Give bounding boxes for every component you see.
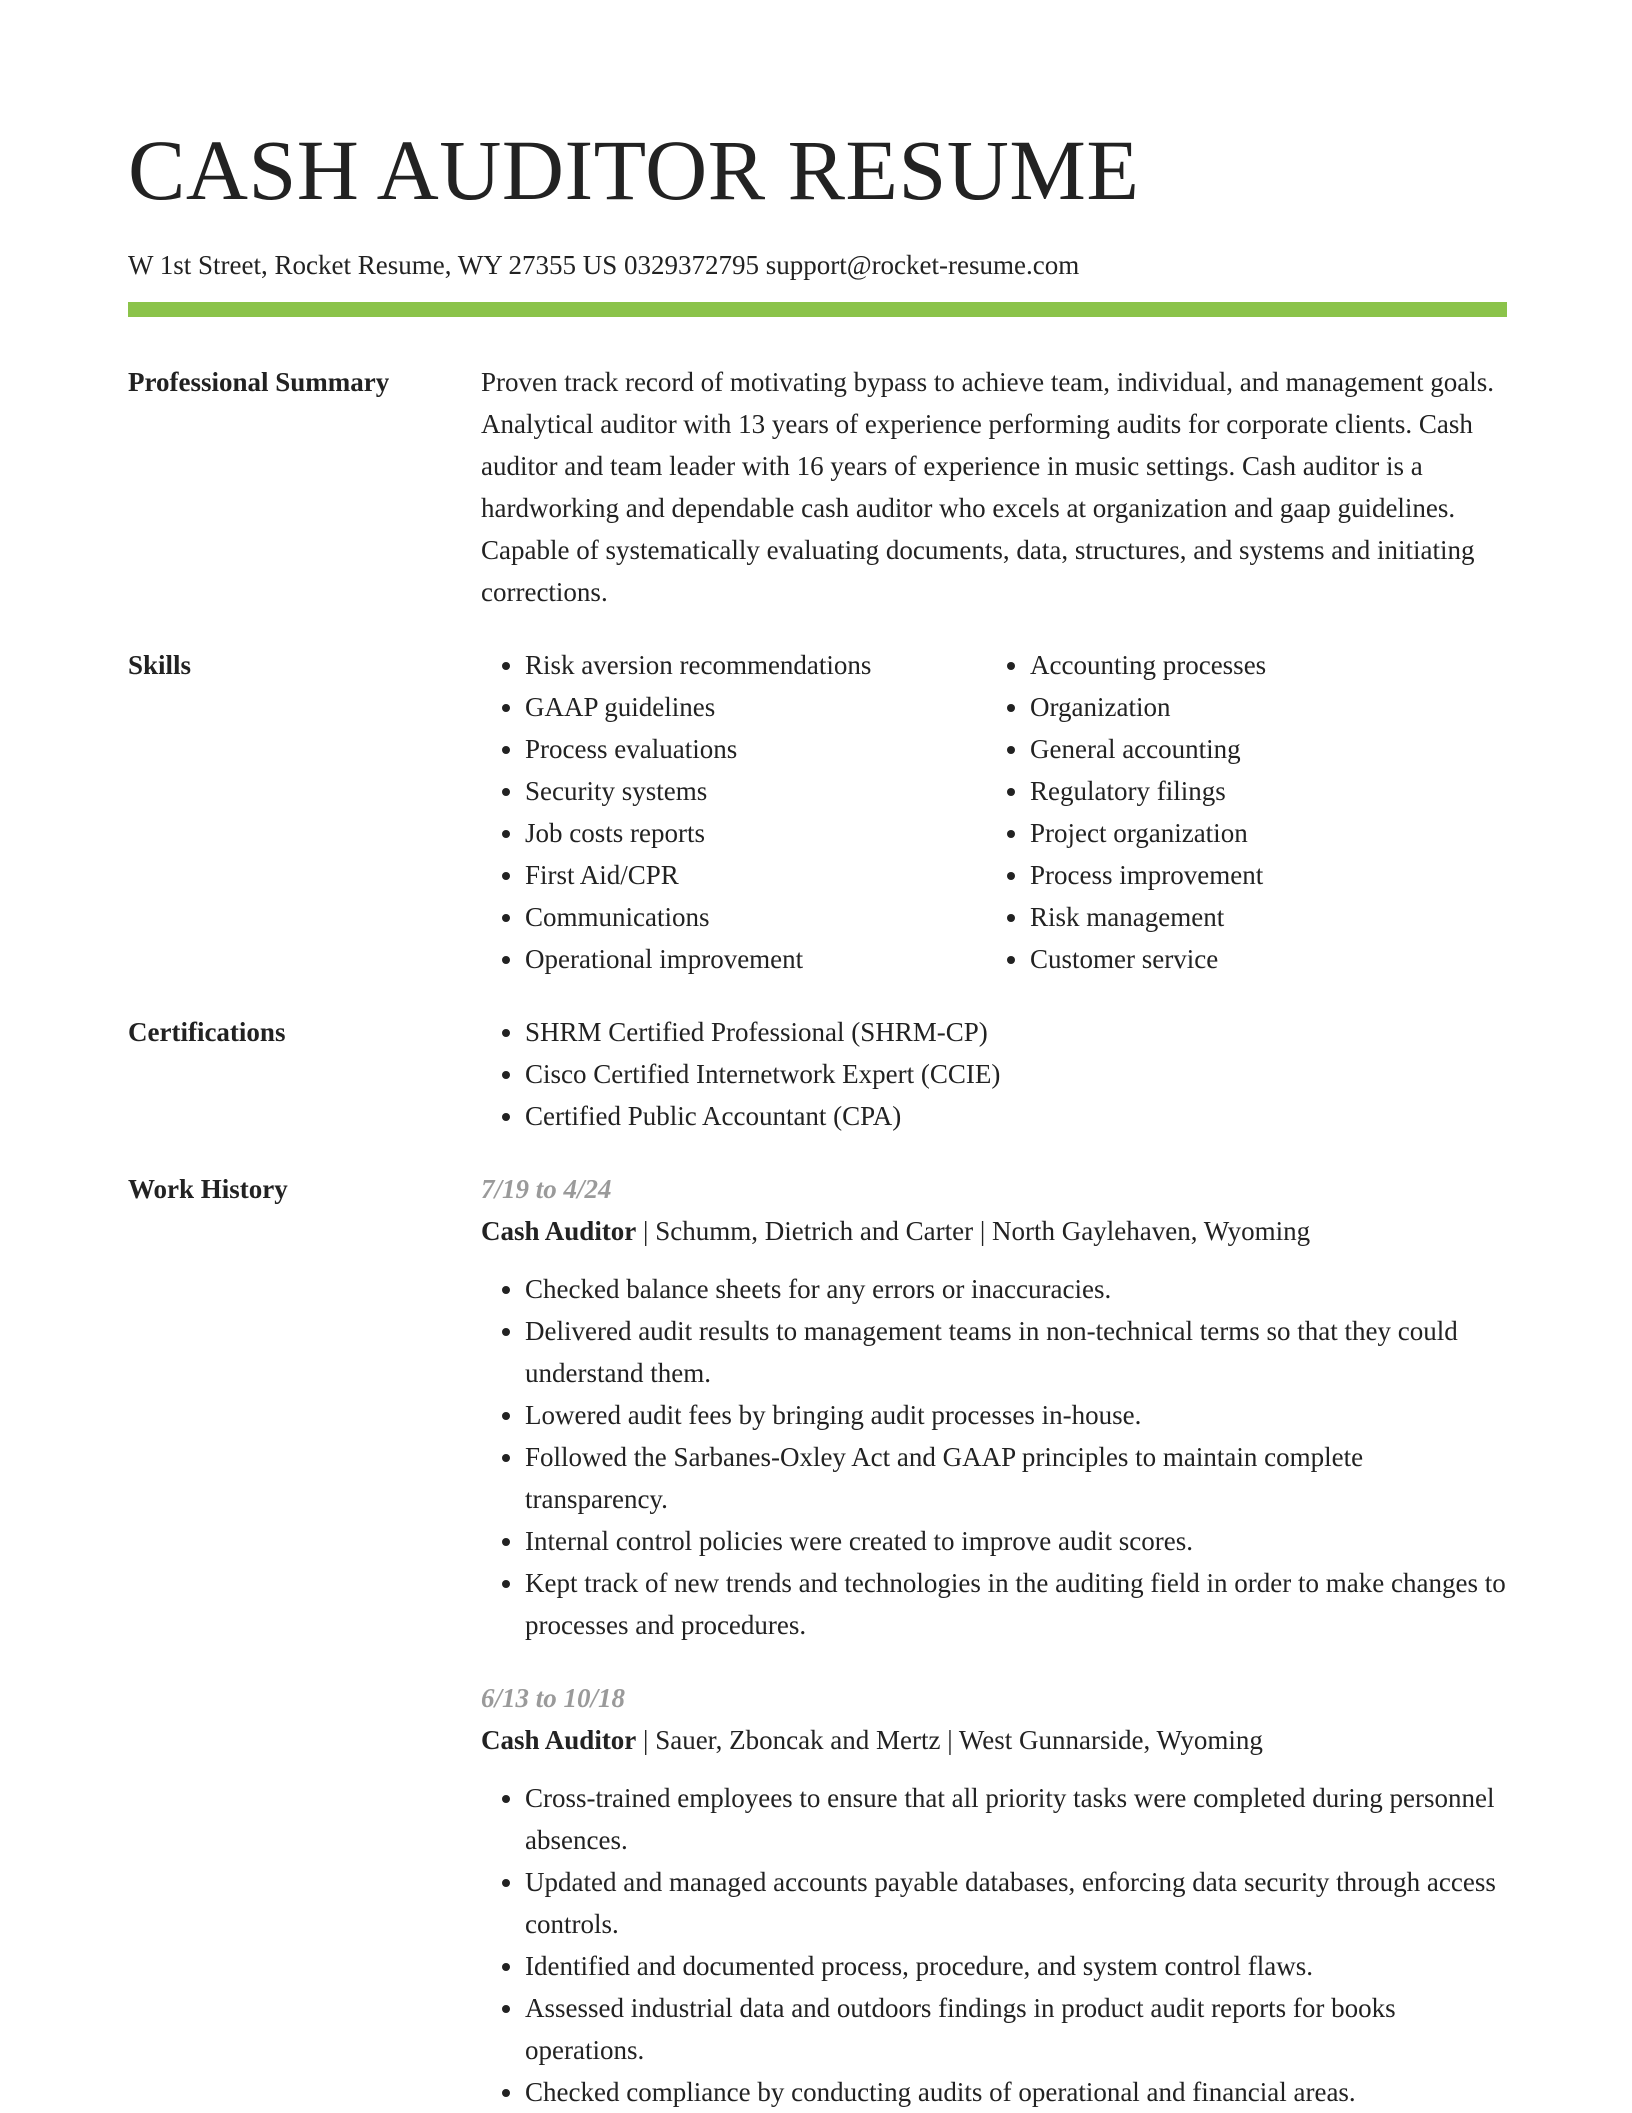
list-item: • Operational improvement [525, 938, 986, 980]
resume-title: CASH AUDITOR RESUME [128, 122, 1140, 218]
summary-body [481, 361, 1507, 613]
list-item: • Lowered audit fees by bringing audit processes in-house. [525, 1394, 1507, 1436]
skills-body [481, 644, 1507, 980]
certifications-section [128, 1011, 1507, 1137]
list-item: • Internal control policies were created to improve audit scores. [525, 1520, 1507, 1562]
skills-column-left [481, 644, 986, 980]
certifications-list [481, 1011, 1507, 1137]
accent-divider [128, 302, 1507, 317]
skills-list-left [481, 644, 986, 980]
skills-heading: Skills [128, 650, 192, 680]
job-title: Cash Auditor [481, 1216, 637, 1246]
list-item: • Regulatory filings [1030, 770, 1491, 812]
list-item: • General accounting [1030, 728, 1491, 770]
job-company-location: | Sauer, Zboncak and Mertz | West Gunnarside, Wyoming [636, 1725, 1263, 1755]
list-item: • Cisco Certified Internetwork Expert (CCIE) [525, 1053, 1507, 1095]
skills-section [128, 644, 1507, 980]
certifications-heading: Certifications [128, 1017, 286, 1047]
list-item: • Updated and managed accounts payable databases, enforcing data security through access controls. [525, 1861, 1507, 1945]
job-header [481, 1210, 1507, 1252]
summary-text: Proven track record of motivating bypass to achieve team, individual, and management goals. Analytical auditor with 13 years of experience performing audits for corporate clients. Cash auditor and team leader with 16 years of experience in music settings. Cash auditor is a hardworking and dependable cash auditor who excels at organization and gaap guidelines. Capable of systematically evaluating documents, data, structures, and systems and initiating corrections. [481, 367, 1494, 607]
list-item: • Cross-trained employees to ensure that all priority tasks were completed during personnel absences. [525, 1777, 1507, 1861]
job-bullets [481, 1268, 1507, 1646]
job-title: Cash Auditor [481, 1725, 637, 1755]
list-item: • Accounting processes [1030, 644, 1491, 686]
list-item: • Checked balance sheets for any errors or inaccuracies. [525, 1268, 1507, 1310]
summary-heading: Professional Summary [128, 367, 390, 397]
list-item: • Risk management [1030, 896, 1491, 938]
list-item: • Assessed industrial data and outdoors findings in product audit reports for books operations. [525, 1987, 1507, 2071]
list-item: • Organization [1030, 686, 1491, 728]
list-item: • SHRM Certified Professional (SHRM-CP) [525, 1011, 1507, 1053]
list-item: • Identified and documented process, procedure, and system control flaws. [525, 1945, 1507, 1987]
list-item: • Communications [525, 896, 986, 938]
list-item: • Process improvement [1030, 854, 1491, 896]
resume-page [128, 0, 1507, 2113]
list-item: • Delivered audit results to management teams in non-technical terms so that they could understand them. [525, 1310, 1507, 1394]
list-item: • Checked compliance by conducting audits of operational and financial areas. [525, 2071, 1507, 2113]
certifications-body [481, 1011, 1507, 1137]
list-item: • Customer service [1030, 938, 1491, 980]
job-dates: 7/19 to 4/24 [481, 1174, 612, 1204]
list-item: • Risk aversion recommendations [525, 644, 986, 686]
job-header [481, 1719, 1507, 1761]
list-item: • Process evaluations [525, 728, 986, 770]
job-dates: 6/13 to 10/18 [481, 1683, 626, 1713]
contact-line: W 1st Street, Rocket Resume, WY 27355 US 0329372795 support@rocket-resume.com [128, 250, 1080, 280]
work-history-heading: Work History [128, 1174, 288, 1204]
list-item: • GAAP guidelines [525, 686, 986, 728]
skills-list-right [986, 644, 1491, 980]
summary-section [128, 361, 1507, 613]
list-item: • Job costs reports [525, 812, 986, 854]
list-item: • Kept track of new trends and technologies in the auditing field in order to make changes to processes and procedures. [525, 1562, 1507, 1646]
job-entry [481, 1168, 1507, 1646]
work-history-body [481, 1168, 1507, 2113]
list-item: • Certified Public Accountant (CPA) [525, 1095, 1507, 1137]
list-item: • First Aid/CPR [525, 854, 986, 896]
job-bullets [481, 1777, 1507, 2113]
job-entry [481, 1677, 1507, 2113]
work-history-section [128, 1168, 1507, 2113]
list-item: • Security systems [525, 770, 986, 812]
list-item: • Project organization [1030, 812, 1491, 854]
skills-column-right [986, 644, 1491, 980]
job-company-location: | Schumm, Dietrich and Carter | North Gaylehaven, Wyoming [636, 1216, 1311, 1246]
list-item: • Followed the Sarbanes-Oxley Act and GAAP principles to maintain complete transparency. [525, 1436, 1507, 1520]
